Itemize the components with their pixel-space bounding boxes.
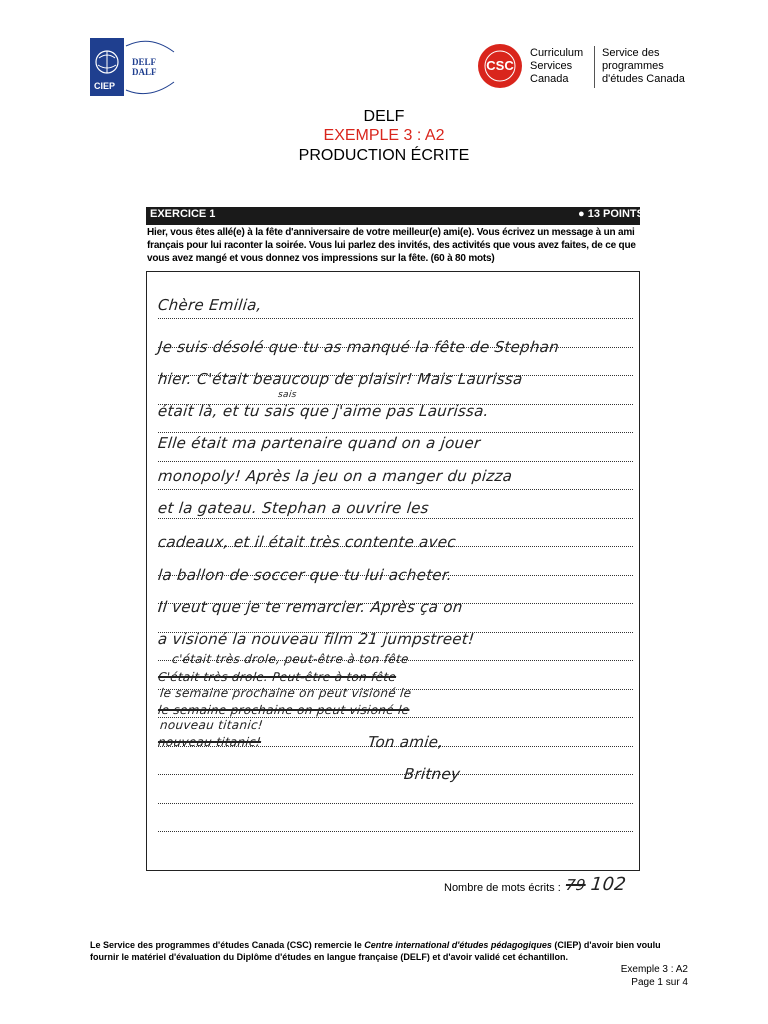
footer-part2: Centre international d'études pédagogiques xyxy=(364,940,552,950)
handwritten-line: a visioné la nouveau film 21 jumpstreet! xyxy=(157,630,476,648)
dotted-line xyxy=(158,831,633,832)
wordcount-value xyxy=(565,874,627,895)
title-example: EXEMPLE 3 : A2 xyxy=(323,127,445,144)
correction-line: le semaine prochaine on peut visioné le xyxy=(159,686,413,700)
inserted-word: sais xyxy=(277,390,298,400)
handwritten-line: cadeaux, et il était très contente avec xyxy=(157,533,457,551)
correction-line: nouveau titanic! xyxy=(159,718,264,732)
ciep-logo-text: DELF DALF xyxy=(132,57,157,77)
page-number: Page 1 sur 4 xyxy=(631,977,688,988)
wordcount-number: 102 xyxy=(589,874,628,895)
csc-badge: CSC xyxy=(486,58,514,73)
exercise-label: EXERCICE 1 xyxy=(150,208,216,220)
ciep-badge: CIEP xyxy=(94,81,116,91)
handwritten-line: Chère Emilia, xyxy=(157,296,263,314)
crossed-out-line: C'était très drole. Peut-être à ton fête xyxy=(157,670,397,684)
title-production: PRODUCTION ÉCRITE xyxy=(298,147,470,164)
csc-logo xyxy=(476,38,686,98)
handwritten-line: la ballon de soccer que tu lui acheter. xyxy=(157,566,454,584)
crossed-out-line: nouveau titanic! xyxy=(157,735,262,749)
footer-part1: Le Service des programmes d'études Canada (CSC) remercie le xyxy=(90,940,365,950)
dotted-line xyxy=(158,318,633,319)
dotted-line xyxy=(158,774,633,775)
csc-divider xyxy=(594,46,595,88)
crossed-out-line: le semaine prochaine on peut visioné le xyxy=(157,703,411,717)
dotted-line xyxy=(158,432,633,433)
exercise-points: ● 13 POINTS xyxy=(578,208,644,220)
dotted-line xyxy=(158,489,633,490)
handwritten-line: hier. C'était beaucoup de plaisir! Mais Laurissa xyxy=(157,370,524,388)
signoff-line: Britney xyxy=(403,765,462,783)
handwritten-line: Il veut que je te remarcier. Après ça on xyxy=(157,598,464,616)
handwritten-line: monopoly! Après la jeu on a manger du pizza xyxy=(157,467,514,485)
exercise-header-bar xyxy=(146,207,640,225)
csc-name-fr: Service des programmes d'études Canada xyxy=(602,47,685,85)
footer-part3: (CIEP) d'avoir bien voulu fournir le matériel d'évaluation du Diplôme d'études en langue française (DELF) et d'avoir validé cet échantillon. xyxy=(90,940,661,962)
dotted-line xyxy=(158,461,633,462)
wordcount-crossed: 79 xyxy=(565,876,587,894)
csc-name: Curriculum Services Canada xyxy=(530,47,584,85)
handwritten-line: et la gateau. Stephan a ouvrire les xyxy=(157,499,430,517)
signoff-line: Ton amie, xyxy=(367,733,445,751)
correction-line: c'était très drole, peut-être à ton fête xyxy=(171,652,410,666)
handwritten-line: Je suis désolé que tu as manqué la fête de Stephan xyxy=(157,338,561,356)
handwritten-line: Elle était ma partenaire quand on a jouer xyxy=(157,434,482,452)
dotted-line xyxy=(158,803,633,804)
footer-acknowledgement xyxy=(90,939,686,963)
exercise-prompt: Hier, vous êtes allé(e) à la fête d'anniversaire de votre meilleur(e) ami(e). Vous écrivez un message à un ami français pour lui raconter la soirée. Vous lui parlez des invités, des activités que vous avez faites, de ce que vous avez mangé et vous donnez vos impressions sur la fête. (60 à 80 mots) xyxy=(147,227,636,264)
title-delf: DELF xyxy=(363,108,405,125)
dotted-line xyxy=(158,518,633,519)
handwritten-line: était là, et tu sais que j'aime pas Laurissa. xyxy=(157,402,490,420)
wordcount-label: Nombre de mots écrits : xyxy=(444,882,561,894)
ciep-logo xyxy=(90,38,178,96)
page-label: Exemple 3 : A2 xyxy=(620,964,688,975)
